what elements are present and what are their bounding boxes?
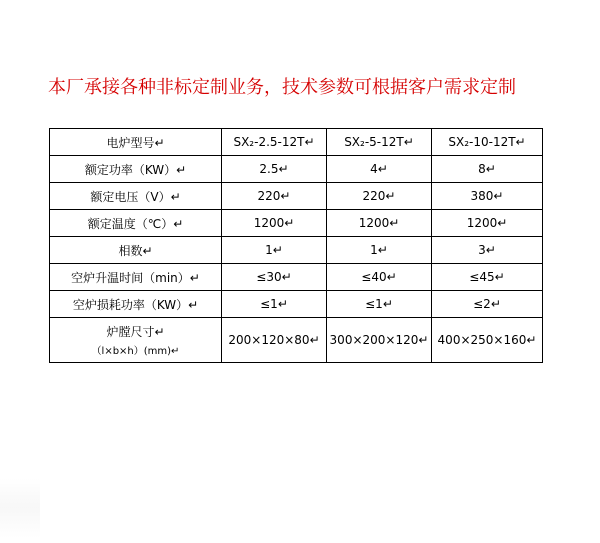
table-cell: 1200↵ [432, 210, 543, 237]
row-label [50, 318, 222, 363]
table-cell: ≤40↵ [327, 264, 432, 291]
table-row [50, 210, 543, 237]
table-cell: 1↵ [222, 237, 327, 264]
table-cell: 2.5↵ [222, 156, 327, 183]
table-row [50, 291, 543, 318]
table-cell: 1200↵ [327, 210, 432, 237]
table-cell: 220↵ [222, 183, 327, 210]
row-label: 相数↵ [50, 237, 222, 264]
table-cell: ≤45↵ [432, 264, 543, 291]
table-cell: 1200↵ [222, 210, 327, 237]
furnace-spec-table [49, 128, 543, 363]
table-row [50, 183, 543, 210]
table-cell: 220↵ [327, 183, 432, 210]
table-cell: ≤2↵ [432, 291, 543, 318]
table-cell: 200×120×80↵ [222, 318, 327, 363]
row-label: 空炉升温时间（min）↵ [50, 264, 222, 291]
table-cell: 380↵ [432, 183, 543, 210]
table-cell: 1↵ [327, 237, 432, 264]
table-header-row [50, 129, 543, 156]
row-label-line1: 炉膛尺寸↵ [106, 325, 165, 339]
table-cell: 3↵ [432, 237, 543, 264]
table-row [50, 156, 543, 183]
table-row [50, 264, 543, 291]
table-cell: 4↵ [327, 156, 432, 183]
row-label: 额定电压（V）↵ [50, 183, 222, 210]
custom-order-notice: 本厂承接各种非标定制业务，技术参数可根据客户需求定制 [48, 77, 516, 98]
header-cell: SX₂-5-12T↵ [327, 129, 432, 156]
table-cell: 400×250×160↵ [432, 318, 543, 363]
table-cell: ≤1↵ [327, 291, 432, 318]
header-cell: SX₂-10-12T↵ [432, 129, 543, 156]
row-label-line2: （l×b×h）(mm)↵ [91, 346, 180, 357]
faint-watermark [0, 478, 40, 538]
table-cell: ≤30↵ [222, 264, 327, 291]
table-row [50, 318, 543, 363]
row-label: 额定温度（℃）↵ [50, 210, 222, 237]
table-cell: 8↵ [432, 156, 543, 183]
header-cell: SX₂-2.5-12T↵ [222, 129, 327, 156]
header-cell: 电炉型号↵ [50, 129, 222, 156]
row-label: 空炉损耗功率（KW）↵ [50, 291, 222, 318]
table-cell: 300×200×120↵ [327, 318, 432, 363]
table-cell: ≤1↵ [222, 291, 327, 318]
row-label: 额定功率（KW）↵ [50, 156, 222, 183]
table-row [50, 237, 543, 264]
